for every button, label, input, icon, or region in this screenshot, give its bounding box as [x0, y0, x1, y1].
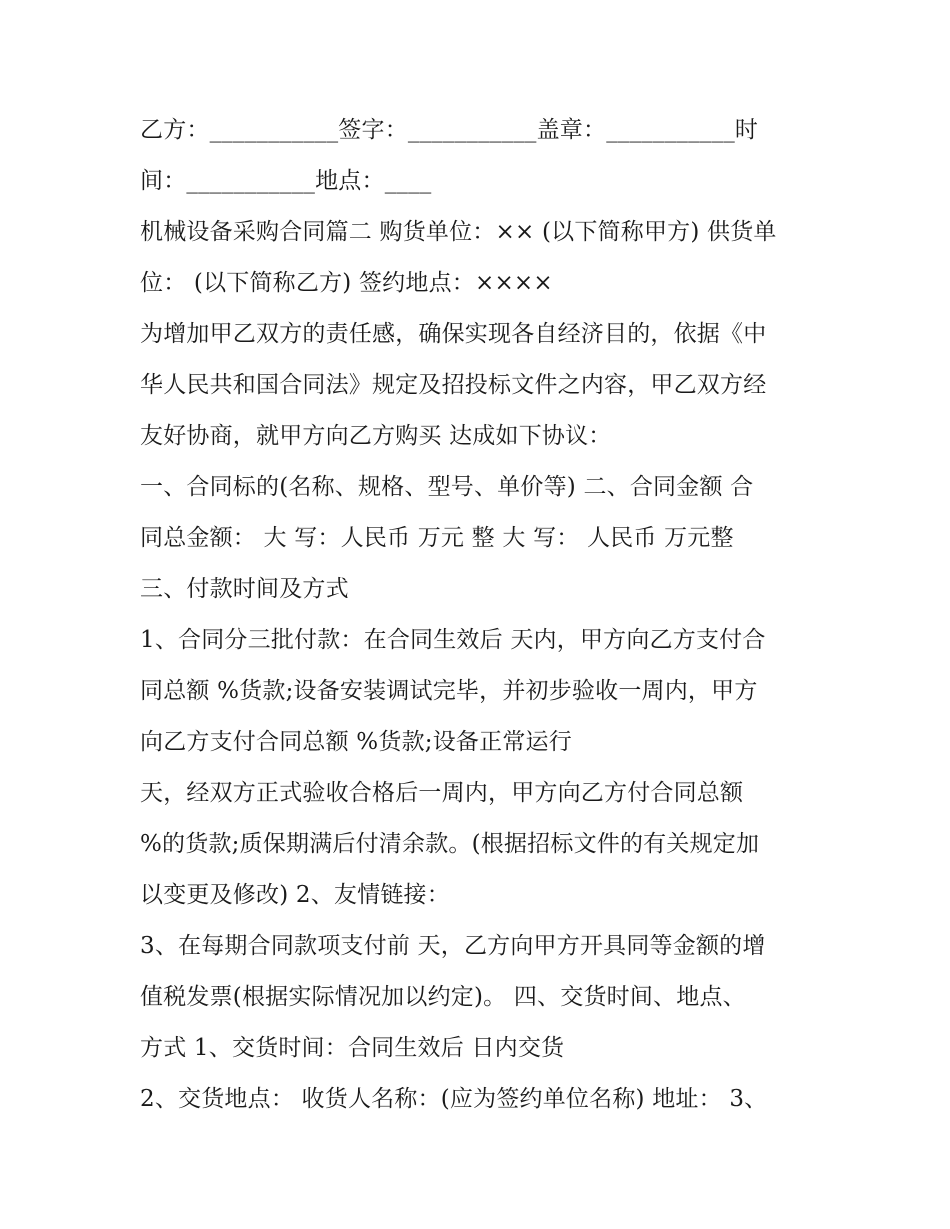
text-line: 间：___________地点：____ — [140, 168, 432, 194]
text-line: 以变更及修改) 2、友情链接： — [140, 882, 450, 908]
text-line: 2、交货地点： 收货人名称：(应为签约单位名称) 地址： 3、 — [140, 1086, 768, 1112]
text-line: 位： (以下简称乙方) 签约地点：×××× — [140, 270, 553, 296]
text-line: 天，经双方正式验收合格后一周内，甲方向乙方付合同总额 — [140, 780, 744, 806]
text-line: 机械设备采购合同篇二 购货单位：×× (以下简称甲方) 供货单 — [140, 219, 777, 245]
text-line: 友好协商，就甲方向乙方购买 达成如下协议： — [140, 423, 612, 449]
text-line: 1、合同分三批付款：在合同生效后 天内，甲方向乙方支付合 — [140, 627, 766, 653]
text-line: 3、在每期合同款项支付前 天，乙方向甲方开具同等金额的增 — [140, 933, 766, 959]
text-line: 三、付款时间及方式 — [140, 576, 349, 602]
text-line: 乙方：___________签字：___________盖章：___________时 — [140, 117, 759, 143]
text-line: 华人民共和国合同法》规定及招投标文件之内容，甲乙双方经 — [140, 372, 767, 398]
text-line: %的货款;质保期满后付清余款。(根据招标文件的有关规定加 — [140, 831, 760, 857]
text-line: 同总额 %货款;设备安装调试完毕，并初步验收一周内，甲方 — [140, 678, 758, 704]
text-line: 一、合同标的(名称、规格、型号、单价等) 二、合同金额 合 — [140, 474, 754, 500]
text-line: 同总金额： 大 写：人民币 万元 整 大 写： 人民币 万元整 — [140, 525, 734, 551]
text-line: 值税发票(根据实际情况加以约定)。 四、交货时间、地点、 — [140, 984, 746, 1010]
contract-body — [140, 105, 830, 1125]
text-line: 方式 1、交货时间：合同生效后 日内交货 — [140, 1035, 565, 1061]
text-line: 为增加甲乙双方的责任感，确保实现各自经济目的，依据《中 — [140, 321, 767, 347]
text-line: 向乙方支付合同总额 %货款;设备正常运行 — [140, 729, 572, 755]
